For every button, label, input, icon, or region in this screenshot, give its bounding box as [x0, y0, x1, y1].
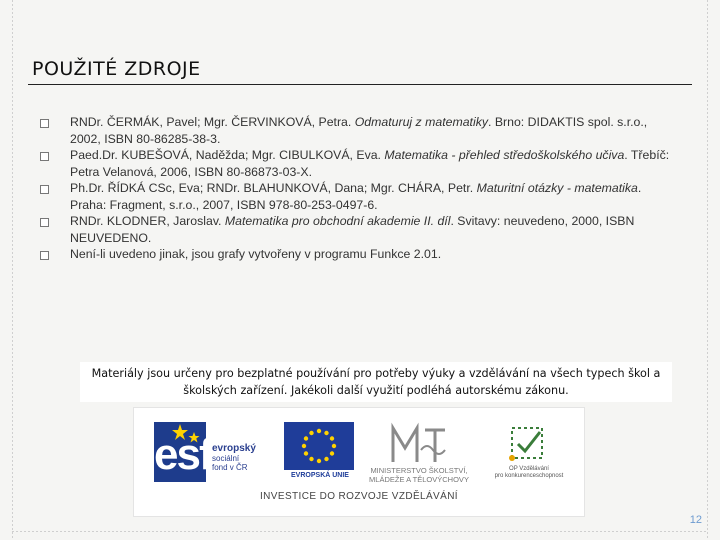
funding-logos-banner	[133, 407, 585, 517]
title-underline	[28, 84, 692, 85]
square-bullet-icon	[40, 152, 49, 161]
investice-tagline: INVESTICE DO ROZVOJE VZDĚLÁVÁNÍ	[260, 491, 458, 502]
slide-border-right	[707, 0, 708, 540]
eu-caption: EVROPSKÁ UNIE	[291, 472, 349, 479]
square-bullet-icon	[40, 119, 49, 128]
square-bullet-icon	[40, 218, 49, 227]
reference-item: RNDr. KLODNER, Jaroslav. Matematika pro obchodní akademie II. díl. Svitavy: neuvedeno, 2000, ISBN NEUVEDENO.	[40, 213, 680, 246]
square-bullet-icon	[40, 251, 49, 260]
notice-line-1: Materiály jsou určeny pro bezplatné používání pro potřeby výuky a vzdělávání na všech typech škol a	[91, 367, 661, 380]
esf-logo-letters: esf	[154, 430, 212, 479]
op-caption: OP Vzdělávání pro konkurenceschopnost	[494, 466, 564, 479]
reference-item: Není-li uvedeno jinak, jsou grafy vytvořeny v programu Funkce 2.01.	[40, 246, 680, 263]
slide-title: POUŽITÉ ZDROJE	[32, 58, 201, 80]
notice-line-2: školských zařízení. Jakékoli další využití podléhá autorskému zákonu.	[183, 384, 569, 397]
slide-border-left	[12, 0, 13, 540]
square-bullet-icon	[40, 185, 49, 194]
msmt-logo-icon	[389, 422, 449, 466]
reference-list	[40, 114, 680, 263]
op-vzdelavani-logo-icon	[502, 422, 552, 464]
reference-item: Ph.Dr. ŘÍDKÁ CSc, Eva; RNDr. BLAHUNKOVÁ, Dana; Mgr. CHÁRA, Petr. Maturitní otázky - matematika. Praha: Fragment, s.r.o., 2007, ISBN 978-80-253-0497-6.	[40, 180, 680, 213]
slide-border-bottom	[12, 531, 708, 532]
msmt-caption: MINISTERSTVO ŠKOLSTVÍ, MLÁDEŽE A TĚLOVÝCHOVY	[369, 466, 469, 484]
copyright-notice	[80, 362, 672, 402]
page-number: 12	[689, 514, 702, 526]
esf-caption: evropský sociální fond v ČR	[212, 443, 256, 472]
eu-stars-icon	[284, 422, 354, 470]
reference-item: Paed.Dr. KUBEŠOVÁ, Naděžda; Mgr. CIBULKOVÁ, Eva. Matematika - přehled středoškolského učiva. Třebíč: Petra Velanová, 2006, ISBN 80-86873-03-X.	[40, 147, 680, 180]
reference-item: RNDr. ČERMÁK, Pavel; Mgr. ČERVINKOVÁ, Petra. Odmaturuj z matematiky. Brno: DIDAKTIS spol. s.r.o., 2002, ISBN 80-86285-38-3.	[40, 114, 680, 147]
